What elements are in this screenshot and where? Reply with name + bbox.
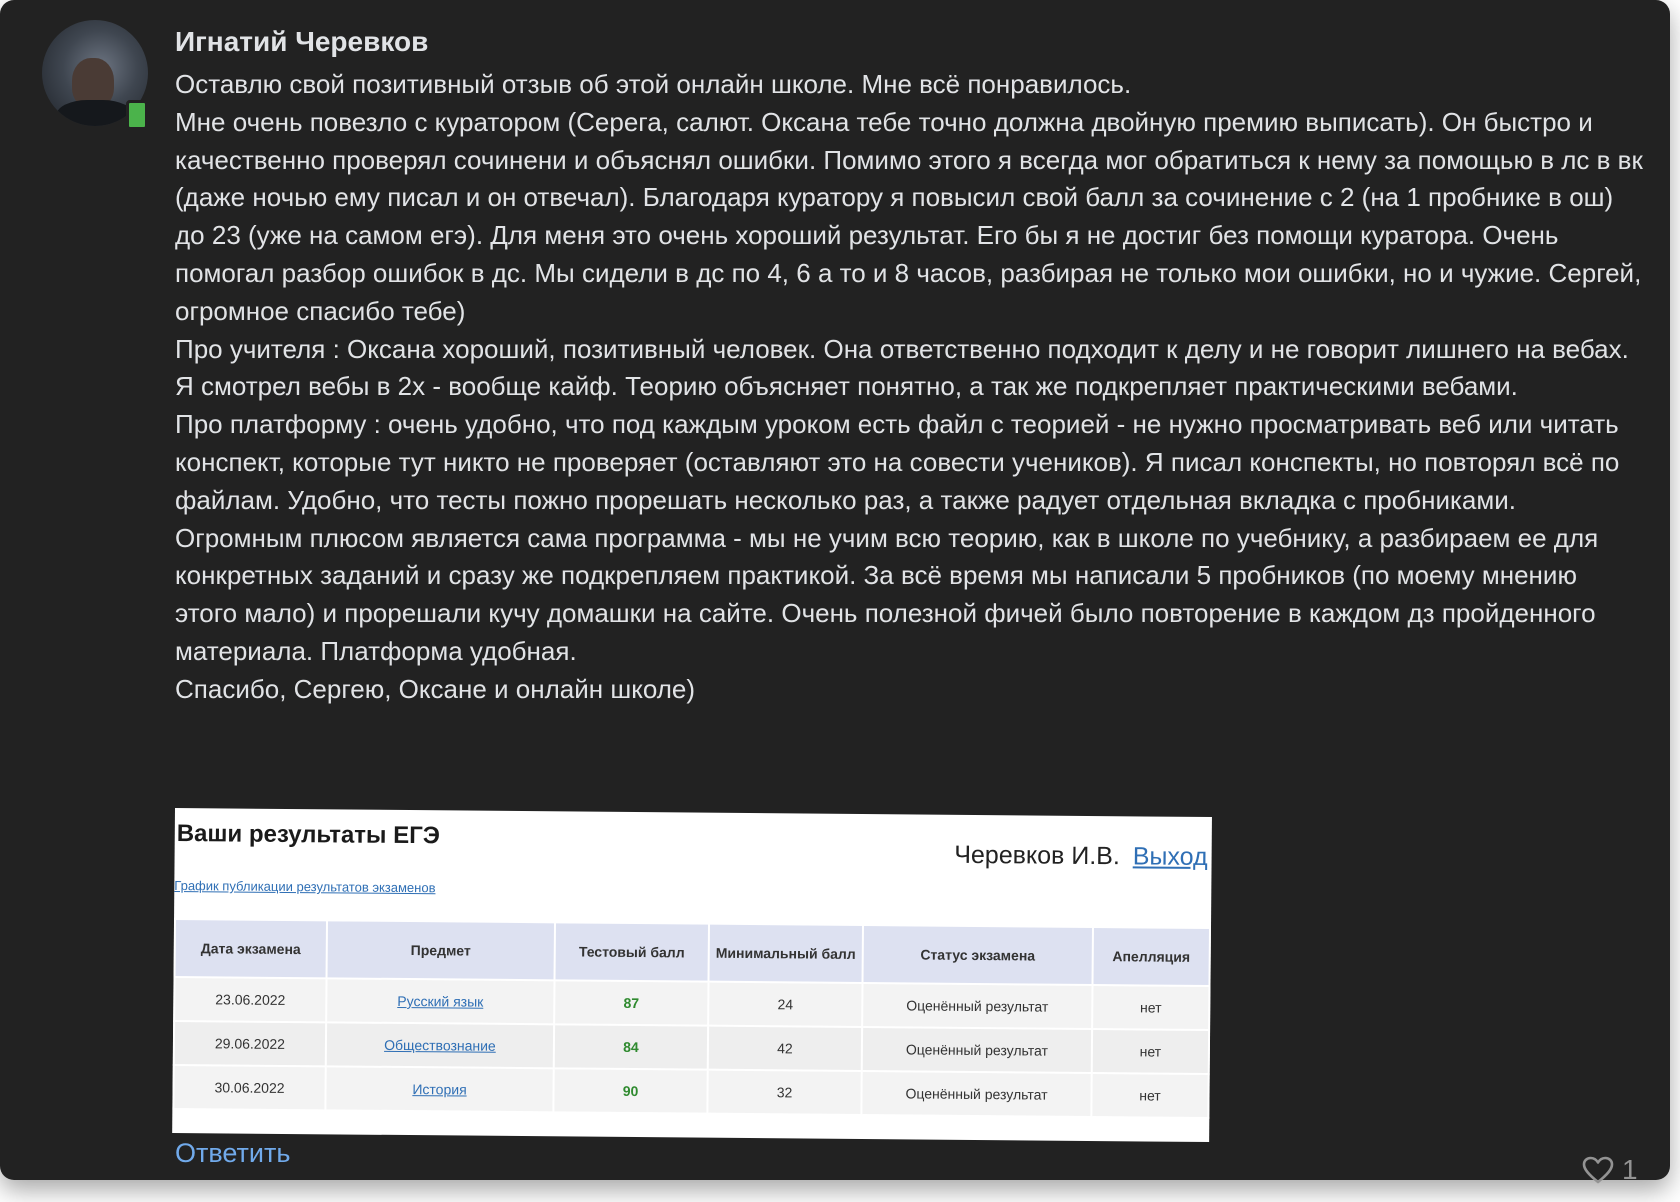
table-header-row <box>175 919 1210 986</box>
logout-link: Выход <box>1132 842 1208 872</box>
review-paragraph: Про платформу : очень удобно, что под каждым уроком есть файл с теорией - не нужно просматривать веб или читать конспект, которые тут никто не проверяет (оставляют это на совести учеников). Я писал конспекты, но повторял всё по файлам. Удобно, что тесты пожно прорешать несколько раз, а также радует отдельная вкладка с пробниками. Огромным плюсом является сама программа - мы не учим всю теорию, как в школе по учебнику, а разбираем ее для конкретных заданий и сразу же подкрепляем практикой. За всё время мы написали 5 пробников (по моему мнению этого мало) и прорешали кучу домашки на сайте. Очень полезной фичей было повторение в каждом дз пройденного материала. Платформа удобная. <box>175 409 1620 666</box>
header-appeal: Апелляция <box>1092 927 1210 986</box>
cell-appeal: нет <box>1091 1073 1208 1118</box>
author-name[interactable]: Игнатий Черевков <box>175 26 429 57</box>
cell-date: 29.06.2022 <box>174 1021 326 1066</box>
review-paragraph: Оставлю свой позитивный отзыв об этой онлайн школе. Мне всё понравилось. <box>175 69 1132 99</box>
review-paragraph: Мне очень повезло с куратором (Серега, салют. Оксана тебе точно должна двойную премию выписать). Он быстро и качественно проверял сочинени и объяснял ошибки. Помимо этого я всегда мог обратиться к нему за помощью в лс в вк (даже ночью ему писал и он отвечал). Благодаря куратору я повысил свой балл за сочинение с 2 (на 1 пробнике в ош) до 23 (уже на самом егэ). Для меня это очень хороший результат. Его бы я не достиг без помощи куратора. Очень помогал разбор ошибок в дс. Мы сидели в дс по 4, 6 а то и 8 часов, разбирая не только мои ошибки, но и чужие. Сергей, огромное спасибо тебе) <box>175 106 1643 326</box>
cell-score: 90 <box>553 1068 707 1113</box>
header-min-score: Минимальный балл <box>709 924 864 983</box>
attached-screenshot[interactable] <box>172 808 1212 1142</box>
cell-date: 23.06.2022 <box>174 977 326 1022</box>
review-paragraph: Про учителя : Оксана хороший, позитивный человек. Она ответственно подходит к делу и не говорит лишнего на вебах. Я смотрел вебы в 2х - вообще кайф. Теорию объясняет понятно, а так же подкрепляет практическими вебами. <box>175 333 1629 402</box>
table-row <box>173 1065 1208 1118</box>
results-user <box>954 841 1208 872</box>
results-title: Ваши результаты ЕГЭ <box>176 820 440 850</box>
results-table <box>172 918 1211 1119</box>
cell-min-score: 32 <box>707 1070 861 1115</box>
review-paragraph: Спасибо, Сергею, Оксане и онлайн школе) <box>175 673 696 704</box>
header-score: Тестовый балл <box>555 922 710 981</box>
header-status: Статус экзамена <box>862 925 1092 985</box>
header-date: Дата экзамена <box>175 919 328 978</box>
online-mobile-icon <box>126 100 148 130</box>
cell-min-score: 42 <box>708 1026 862 1071</box>
schedule-link: График публикации результатов экзаменов <box>174 877 436 896</box>
avatar-shoulders <box>56 100 134 126</box>
cell-date: 30.06.2022 <box>173 1065 325 1110</box>
cell-appeal: нет <box>1092 985 1209 1030</box>
cell-subject: История <box>325 1066 553 1112</box>
cell-subject: Русский язык <box>326 978 554 1024</box>
cell-status: Оценённый результат <box>861 1071 1091 1117</box>
cell-min-score: 24 <box>708 982 862 1027</box>
likes-count: 1 <box>1622 1154 1638 1185</box>
user-name: Черевков И.В. <box>954 840 1120 871</box>
cell-appeal: нет <box>1092 1029 1209 1074</box>
cell-score: 87 <box>554 980 708 1025</box>
cell-subject: Обществознание <box>326 1022 554 1068</box>
cell-score: 84 <box>554 1024 708 1069</box>
review-text <box>175 66 1645 709</box>
reply-button[interactable]: Ответить <box>175 1138 291 1168</box>
header-subject: Предмет <box>327 920 555 980</box>
heart-icon <box>1582 1156 1614 1184</box>
cell-status: Оценённый результат <box>862 1027 1092 1073</box>
cell-status: Оценённый результат <box>862 983 1092 1029</box>
like-button[interactable] <box>1582 1154 1638 1186</box>
